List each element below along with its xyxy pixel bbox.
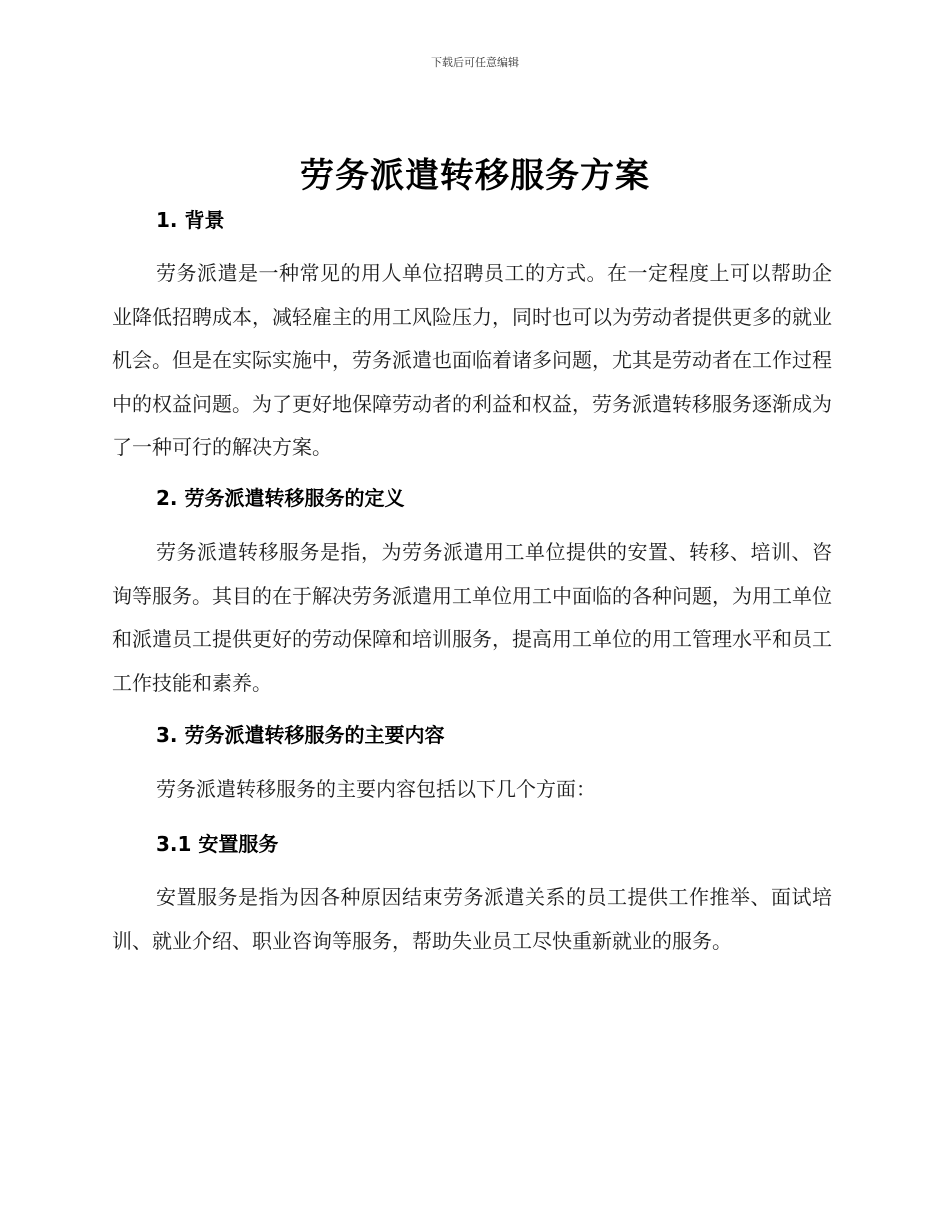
section-body-definition: 劳务派遣转移服务是指，为劳务派遣用工单位提供的安置、转移、培训、咨询等服务。其目的在于解决劳务派遣用工单位用工中面临的各种问题，为用工单位和派遣员工提供更好的劳动保障和培训服务，提高用工单位的用工管理水平和员工工作技能和素养。 bbox=[112, 540, 832, 695]
section-heading-placement-service: 3.1 安置服务 bbox=[156, 832, 279, 856]
section-heading-main-content: 3. 劳务派遣转移服务的主要内容 bbox=[156, 723, 445, 747]
section-body-placement-service: 安置服务是指为因各种原因结束劳务派遣关系的员工提供工作推举、面试培训、就业介绍、职业咨询等服务，帮助失业员工尽快重新就业的服务。 bbox=[112, 885, 832, 953]
section-body-background: 劳务派遣是一种常见的用人单位招聘员工的方式。在一定程度上可以帮助企业降低招聘成本，减轻雇主的用工风险压力，同时也可以为劳动者提供更多的就业机会。但是在实际实施中，劳务派遣也面临着诸多问题，尤其是劳动者在工作过程中的权益问题。为了更好地保障劳动者的利益和权益，劳务派遣转移服务逐渐成为了一种可行的解决方案。 bbox=[112, 261, 832, 459]
header-note: 下载后可任意编辑 bbox=[431, 56, 519, 69]
section-heading-background: 1. 背景 bbox=[156, 208, 225, 232]
section-heading-definition: 2. 劳务派遣转移服务的定义 bbox=[156, 486, 405, 510]
section-body-main-content: 劳务派遣转移服务的主要内容包括以下几个方面： bbox=[156, 777, 596, 801]
document-title: 劳务派遣转移服务方案 bbox=[300, 156, 650, 196]
